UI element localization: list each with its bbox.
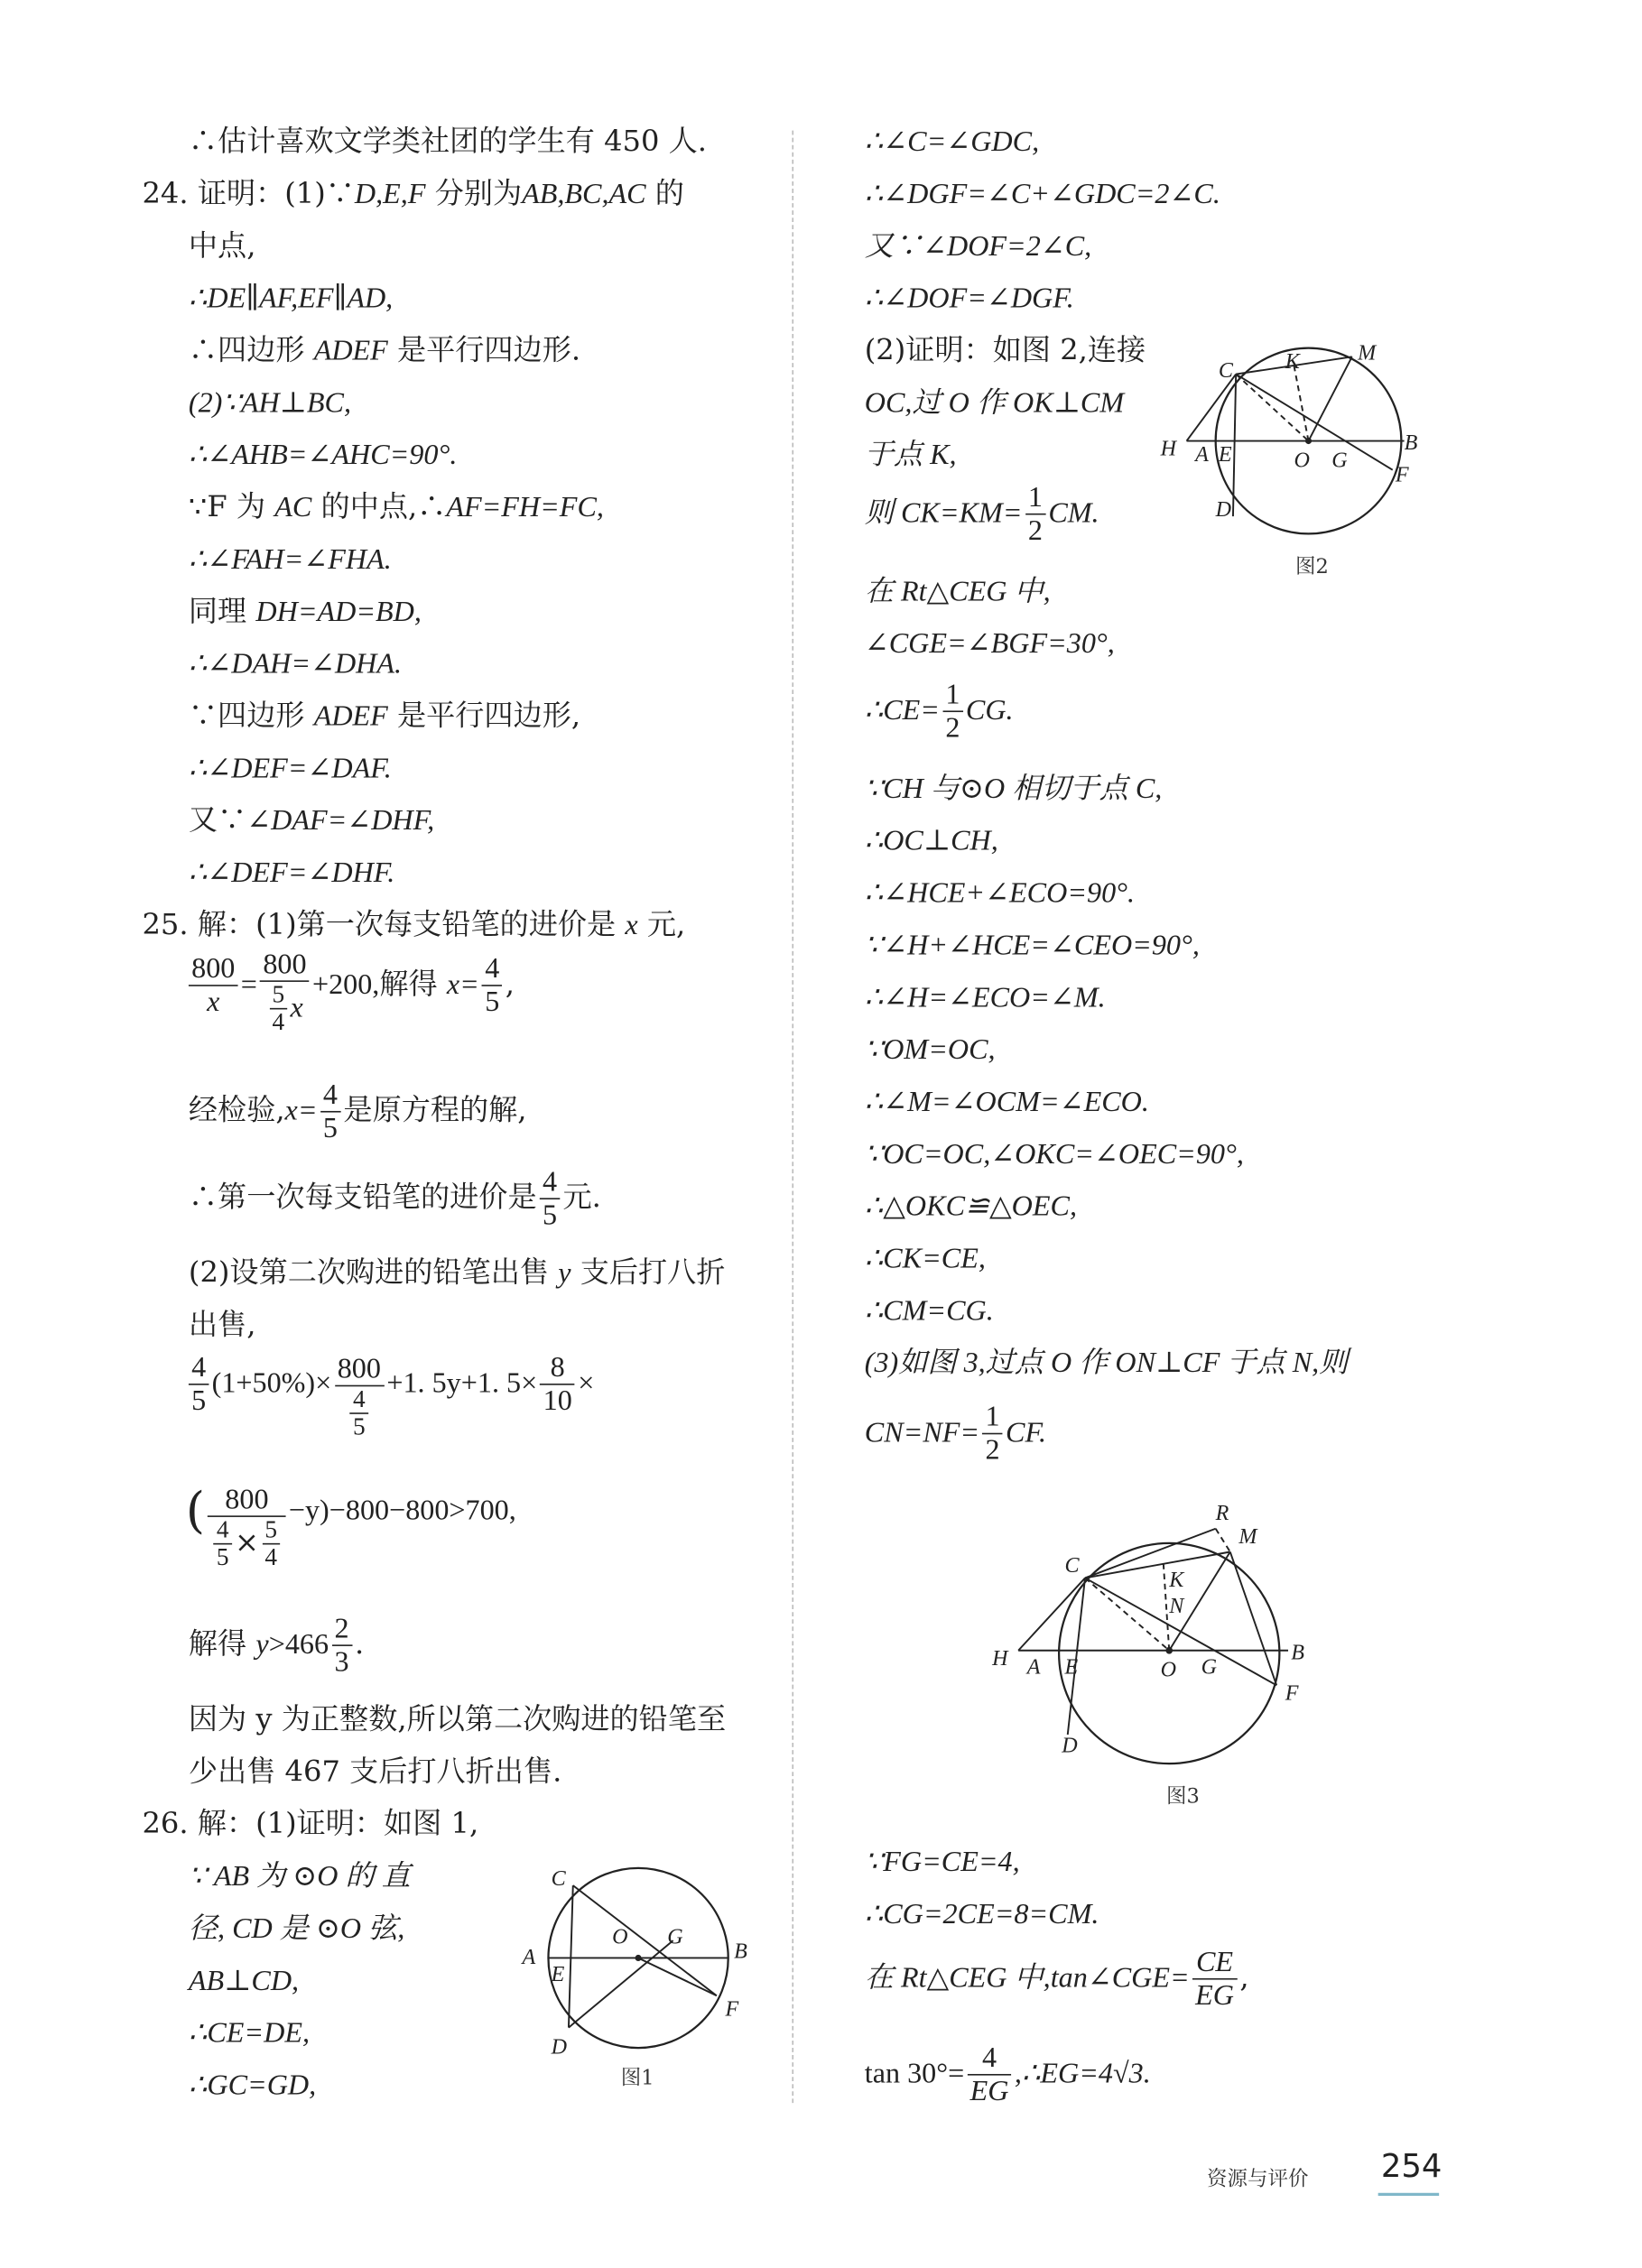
text-line — [189, 1166, 601, 1231]
text-line — [865, 571, 1051, 610]
label-k: K — [1169, 1569, 1184, 1593]
denominator — [260, 982, 310, 1035]
line-cf — [1236, 375, 1393, 473]
text-line — [865, 227, 1091, 265]
chord-cm — [1085, 1551, 1230, 1578]
fraction — [540, 1166, 560, 1231]
text-line — [865, 1291, 994, 1329]
line-mo — [1309, 356, 1352, 440]
text-line — [189, 1699, 726, 1737]
math: ∴OC⊥CH, — [864, 825, 998, 857]
text-line — [189, 1752, 561, 1790]
footer-brand: 资源与评价 — [1207, 2168, 1309, 2192]
line-dg — [569, 1940, 673, 2027]
math: 于点 K, — [864, 439, 957, 472]
text: 中点, — [188, 227, 256, 263]
text-line — [189, 2065, 316, 2104]
math: ∴CG=2CE=8=CM. — [864, 1898, 1099, 1930]
math: y — [558, 1257, 571, 1290]
math: y — [255, 1628, 269, 1662]
text: × — [578, 1367, 595, 1400]
line-cr — [1085, 1529, 1216, 1578]
math: AF=FH=FC, — [446, 491, 604, 524]
numerator: 800 — [334, 1353, 384, 1386]
text-line — [189, 330, 580, 369]
math: 在 Rt△CEG 中, — [864, 575, 1051, 608]
label-f: F — [1285, 1681, 1299, 1706]
question-26-label: 26. 解：(1)证明：如图 1, — [142, 1805, 479, 1841]
center-point — [1165, 1647, 1173, 1654]
paren: ( — [185, 1482, 206, 1541]
math: 又∵∠DOF=2∠C, — [864, 230, 1092, 263]
text: −y)−800−800>700, — [288, 1495, 516, 1527]
denominator: 2 — [1027, 514, 1043, 547]
label-n: N — [1169, 1594, 1184, 1618]
math: ∴∠AHB=∠AHC=90°. — [188, 439, 458, 472]
text-line — [865, 1842, 1020, 1881]
text-line — [189, 122, 707, 160]
text: ∴估计喜欢文学类社团的学生有 450 人. — [188, 123, 708, 159]
label-g: G — [1331, 449, 1348, 473]
math: 径, CD 是 ⊙O 弦, — [188, 1912, 405, 1945]
text: ∴四边形 — [188, 332, 305, 367]
label-k: K — [1285, 350, 1300, 375]
math: ∠CGE=∠BGF=30°, — [864, 627, 1115, 661]
label-h: H — [992, 1646, 1008, 1671]
text: 出售, — [188, 1306, 256, 1342]
math: ∵∠H+∠HCE=∠CEO=90°, — [864, 930, 1200, 962]
text-line — [865, 1947, 1249, 2012]
text-line — [865, 174, 1220, 213]
text: 支后打八折 — [580, 1254, 726, 1290]
math: ∠DAF=∠DHF, — [246, 804, 435, 838]
math: AC — [274, 491, 312, 524]
text-line — [865, 679, 1014, 744]
label-b: B — [1404, 431, 1418, 456]
math: ∴∠DEF=∠DAF. — [188, 753, 392, 785]
denominator: 5 — [191, 1384, 207, 1418]
label-f: F — [1395, 463, 1409, 487]
text: , — [1239, 1959, 1249, 1995]
numerator: 2 — [331, 1613, 351, 1646]
numerator: 1 — [982, 1401, 1002, 1434]
label-c: C — [1064, 1553, 1080, 1578]
text: +200,解得 — [311, 968, 438, 1001]
math: ∵OC=OC,∠OKC=∠OEC=90°, — [864, 1138, 1244, 1171]
tangent-ch — [1187, 375, 1237, 441]
fraction — [269, 982, 287, 1035]
text-line — [865, 482, 1099, 547]
math: ∴∠C=∠GDC, — [864, 125, 1040, 159]
text: 是平行四边形, — [397, 697, 581, 733]
line-co — [1085, 1578, 1169, 1650]
numerator: 4 — [320, 1079, 340, 1113]
denominator: 10 — [543, 1384, 572, 1418]
denominator: 5 — [352, 1412, 366, 1440]
denominator: 5 — [543, 1199, 558, 1232]
text-line — [865, 1134, 1244, 1173]
math: 在 Rt△CEG 中,tan∠CGE= — [864, 1962, 1190, 1995]
math: x= — [446, 968, 479, 1001]
math: ∴∠HCE+∠ECO=90°. — [864, 877, 1136, 910]
text-line — [189, 383, 351, 421]
text: 元. — [562, 1179, 601, 1215]
text: (1+50%)× — [211, 1367, 332, 1400]
numerator: 4 — [350, 1386, 368, 1414]
text-line — [189, 1909, 404, 1948]
math: ∵FG=CE=4, — [864, 1846, 1020, 1879]
math: OC,过 O 作 OK⊥CM — [864, 387, 1125, 420]
math: ∴GC=GD, — [188, 2069, 317, 2102]
numerator: 5 — [262, 1516, 280, 1544]
tangent-ch — [1018, 1578, 1085, 1650]
text: 的 — [654, 175, 684, 211]
math: ∴DE∥AF,EF∥AD, — [188, 282, 394, 315]
label-e: E — [551, 1963, 565, 1987]
label-a: A — [1195, 443, 1209, 467]
figure-2 — [1155, 330, 1430, 548]
math: CF. — [1006, 1417, 1046, 1449]
text: (2)证明：如图 2,连接 — [864, 332, 1146, 367]
math: ∴△OKC≌△OEC, — [864, 1190, 1077, 1223]
page-number: 254 — [1380, 2149, 1443, 2186]
math: CN=NF= — [864, 1417, 980, 1449]
text-line — [865, 1894, 1099, 1933]
inequality-line — [186, 1482, 516, 1569]
numerator: CE — [1192, 1947, 1237, 1980]
math: ∴∠DGF=∠C+∠GDC=2∠C. — [864, 178, 1220, 211]
math: x — [625, 909, 638, 941]
denominator: x — [207, 986, 220, 1019]
label-d: D — [551, 2035, 568, 2057]
text: +1. 5y+1. 5× — [386, 1367, 538, 1400]
math: ∴CK=CE, — [864, 1243, 986, 1275]
text: 少出售 467 支后打八折出售. — [188, 1753, 562, 1789]
math: tan 30°= — [864, 2058, 965, 2090]
column-divider — [792, 131, 793, 2104]
text-line — [865, 2042, 1151, 2107]
label-b: B — [734, 1939, 747, 1964]
numerator: 4 — [189, 1352, 209, 1385]
line-of — [638, 1958, 717, 1995]
math: ∴∠DEF=∠DHF. — [188, 856, 395, 890]
math: x — [290, 992, 303, 1024]
label-o: O — [1160, 1658, 1177, 1682]
fraction — [482, 953, 502, 1018]
math: ∴∠FAH=∠FHA. — [188, 543, 392, 576]
label-r: R — [1215, 1502, 1229, 1526]
text-line — [189, 1856, 411, 1895]
text-line — [189, 1253, 726, 1291]
text: ∴第一次每支铅笔的进价是 — [188, 1179, 537, 1215]
text-line — [865, 1401, 1046, 1466]
fraction — [262, 1516, 280, 1569]
center-point — [635, 1955, 642, 1961]
text-line — [189, 487, 604, 526]
center-point — [1305, 438, 1312, 444]
label-g: G — [667, 1925, 683, 1949]
text: 因为 y 为正整数,所以第二次购进的铅笔至 — [188, 1701, 727, 1736]
numerator: 8 — [540, 1352, 575, 1385]
math: ∴CM=CG. — [864, 1295, 994, 1328]
numerator: 4 — [967, 2042, 1011, 2076]
denominator: 5 — [322, 1112, 339, 1144]
question-25-line — [142, 905, 685, 944]
line-co — [1236, 375, 1308, 441]
math: ∴∠M=∠OCM=∠ECO. — [864, 1086, 1149, 1118]
fraction — [331, 1613, 351, 1678]
fraction — [260, 949, 310, 1035]
numerator: 1 — [1025, 482, 1045, 515]
text-line — [189, 1079, 527, 1144]
question-24-label: 24. 证明：(1)∵ — [142, 175, 355, 211]
text-line — [865, 1030, 996, 1069]
fraction — [214, 1516, 232, 1569]
text-line — [865, 769, 1163, 808]
denominator: $\frac{4}{5}$ × $\frac{5}{4}$ — [208, 1516, 285, 1569]
fraction — [208, 1483, 285, 1569]
denominator: EG — [1195, 1979, 1234, 2012]
text-line — [865, 122, 1039, 161]
text: 解得 — [188, 1625, 247, 1662]
math: ADEF — [313, 700, 388, 733]
label-a: A — [1026, 1655, 1041, 1680]
text-line — [865, 1238, 986, 1277]
math: ADEF — [313, 335, 388, 367]
label-c: C — [1218, 358, 1233, 383]
label-c: C — [551, 1867, 566, 1892]
text-line — [865, 435, 957, 474]
text-line — [189, 227, 255, 264]
numerator: 800 — [260, 949, 310, 982]
text-line — [865, 383, 1124, 421]
math: ∵CH 与⊙O 相切于点 C, — [864, 773, 1163, 805]
fraction — [350, 1386, 368, 1439]
label-f: F — [725, 1997, 739, 2022]
text: 经检验, — [188, 1092, 285, 1127]
text: ∵四边形 — [188, 697, 305, 733]
text-line — [865, 1343, 1349, 1382]
label-o: O — [1294, 449, 1310, 473]
math: ∴∠H=∠ECO=∠M. — [864, 981, 1106, 1014]
label-d: D — [1215, 498, 1232, 523]
chord-cd — [1233, 375, 1236, 516]
figure-1 — [511, 1854, 766, 2057]
math: CM. — [1048, 497, 1099, 530]
text-line — [865, 330, 1146, 368]
text: 又∵ — [188, 801, 247, 838]
figure-3-caption: 图3 — [1166, 1785, 1200, 1809]
fraction — [1025, 482, 1045, 547]
denominator: 4 — [272, 1007, 285, 1036]
text: >466 — [268, 1628, 329, 1662]
text: 是平行四边形. — [397, 332, 581, 367]
label-h: H — [1160, 437, 1177, 461]
line-rm — [1216, 1529, 1230, 1552]
label-e: E — [1064, 1655, 1079, 1680]
question-25-label: 25. 解：(1)第一次每支铅笔的进价是 — [142, 906, 617, 941]
figure-1-caption: 图1 — [620, 2066, 654, 2090]
numerator: 4 — [482, 953, 502, 986]
text-line — [865, 821, 998, 860]
text-line — [865, 624, 1115, 662]
math: ∴∠DAH=∠DHA. — [188, 648, 403, 680]
text-line — [189, 853, 394, 892]
math: (2)∵AH⊥BC, — [188, 387, 352, 420]
text-line — [189, 435, 457, 474]
fraction — [320, 1079, 340, 1144]
line-cf — [573, 1885, 717, 1995]
text: 分别为 — [434, 175, 523, 211]
text-line — [865, 925, 1200, 964]
fraction — [982, 1401, 1002, 1466]
denominator — [334, 1386, 384, 1439]
text-line — [865, 279, 1074, 318]
denominator: EG — [969, 2075, 1009, 2107]
math: x= — [284, 1095, 318, 1127]
label-e: E — [1218, 443, 1232, 467]
footer-rule — [1378, 2193, 1439, 2196]
label-a: A — [522, 1945, 536, 1969]
text-line — [189, 2013, 310, 2052]
chord-cd — [569, 1885, 573, 2027]
text-line — [189, 592, 422, 631]
math: ∴CE= — [864, 694, 940, 727]
text: ∵F 为 — [188, 488, 266, 524]
text-line — [865, 1082, 1149, 1121]
math: (3)如图 3,过点 O 作 ON⊥CF 于点 N,则 — [864, 1347, 1349, 1380]
numerator: 4 — [540, 1166, 560, 1199]
text: (2)设第二次购进的铅笔出售 — [188, 1254, 549, 1290]
label-g: G — [1201, 1655, 1218, 1680]
text-line — [189, 748, 392, 787]
math: ∴∠DOF=∠DGF. — [864, 282, 1074, 315]
fraction — [189, 1352, 209, 1417]
label-m: M — [1238, 1524, 1257, 1549]
numerator: 4 — [214, 1516, 232, 1544]
fraction — [1192, 1947, 1237, 2012]
text-line — [865, 873, 1135, 912]
figure-2-caption: 图2 — [1295, 555, 1329, 579]
denominator: 2 — [985, 1434, 1000, 1467]
text-line — [189, 1305, 255, 1343]
denominator: 5 — [216, 1542, 229, 1570]
math: ∵ AB 为 ⊙O 的 直 — [188, 1860, 411, 1893]
text-line — [189, 279, 393, 318]
text-line — [865, 977, 1106, 1016]
text-line: 解得 y>466 $\frac{2}{3}$ . — [188, 1612, 365, 1679]
math: CG. — [965, 694, 1014, 727]
question-26-line — [142, 1804, 478, 1842]
math: ∴CE=DE, — [188, 2017, 310, 2050]
math: 则 CK=KM= — [864, 497, 1023, 530]
numerator: 800 — [189, 953, 238, 986]
text: 的中点,∴ — [320, 488, 447, 524]
math: AB⊥CD, — [188, 1965, 300, 1997]
math: ∵OM=OC, — [864, 1033, 996, 1067]
denominator: 5 — [485, 986, 500, 1019]
math: AB,BC,AC — [522, 178, 646, 211]
equation-line: $\frac{800}{x}$ = 800 $\frac{5}{4}$ x +200,解得 x= $\frac{4}{5}$ , — [186, 949, 515, 1035]
text-line — [189, 696, 580, 735]
fraction — [942, 679, 962, 744]
numerator: 1 — [942, 679, 962, 712]
label-d: D — [1062, 1734, 1078, 1758]
fraction — [540, 1352, 575, 1417]
denominator: 3 — [334, 1645, 349, 1679]
figure-3 — [984, 1496, 1318, 1766]
text: 元, — [646, 906, 686, 941]
math: DH=AD=BD, — [255, 596, 422, 628]
text-line — [865, 1187, 1077, 1226]
math: ,∴EG=4√3. — [1014, 2058, 1151, 2090]
text-line — [189, 1961, 299, 2000]
numerator: 800 — [208, 1483, 285, 1516]
denominator: 4 — [264, 1542, 277, 1570]
text: 同理 — [188, 593, 247, 628]
math: D,E,F — [354, 178, 426, 211]
denominator: 2 — [945, 712, 960, 745]
equals-sign: = — [240, 968, 257, 1001]
label-b: B — [1291, 1641, 1304, 1665]
fraction — [334, 1353, 384, 1439]
text-line — [189, 540, 392, 579]
text-line — [189, 644, 402, 683]
line-mf — [1230, 1551, 1276, 1685]
label-m: M — [1358, 341, 1377, 366]
question-24-line — [142, 174, 683, 213]
fraction — [967, 2042, 1011, 2107]
label-o: O — [612, 1925, 628, 1949]
fraction — [189, 953, 238, 1018]
text: 是原方程的解, — [343, 1092, 527, 1127]
numerator: 5 — [269, 982, 287, 1010]
text-line — [189, 801, 434, 839]
inequality-line — [186, 1352, 595, 1440]
